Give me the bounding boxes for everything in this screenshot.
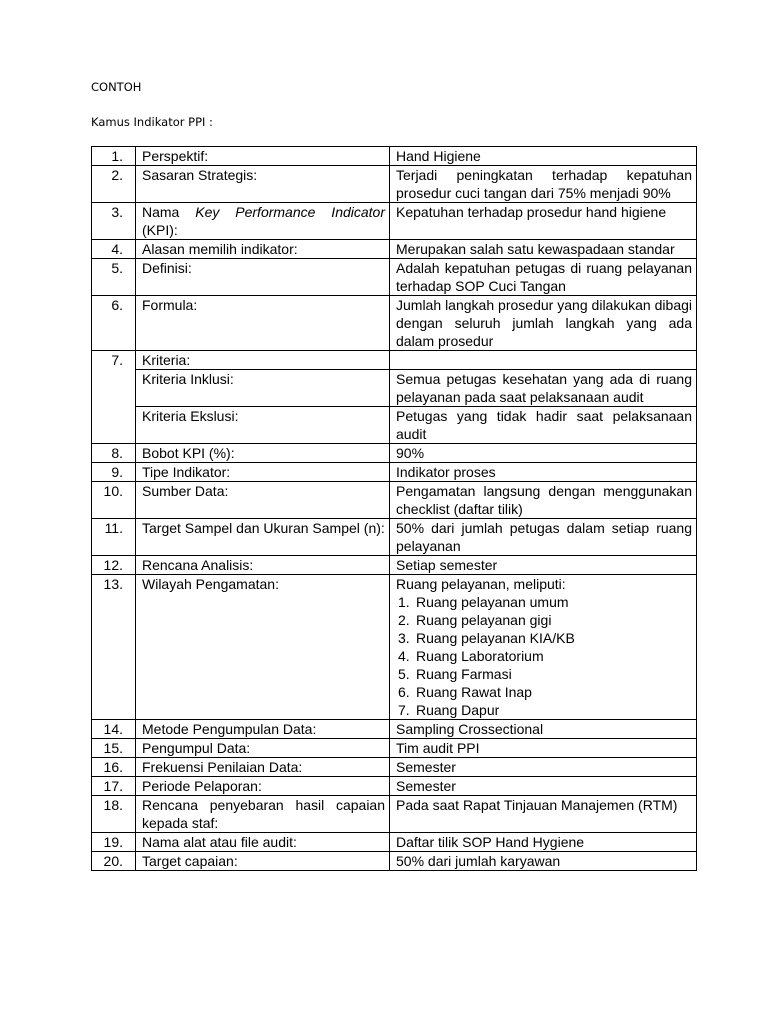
row-value [390, 575, 697, 720]
row-number: 17. [92, 777, 136, 796]
row-value: Tim audit PPI [390, 739, 697, 758]
row-value: Semester [390, 777, 697, 796]
table-row [92, 796, 697, 833]
row-label: Rencana Analisis: [136, 556, 390, 575]
row-number: 10. [92, 482, 136, 519]
row-value: Semester [390, 758, 697, 777]
table-row [92, 351, 697, 370]
row-label: Tipe Indikator: [136, 463, 390, 482]
row-label: Nama alat atau file audit: [136, 833, 390, 852]
row-value: 50% dari jumlah petugas dalam setiap ruang pelayanan [390, 519, 697, 556]
table-row [92, 833, 697, 852]
row-value: 50% dari jumlah karyawan [390, 852, 697, 871]
table-row [92, 259, 697, 296]
table-row [92, 720, 697, 739]
document-heading: CONTOH [91, 80, 142, 94]
row-value: Indikator proses [390, 463, 697, 482]
table-row [92, 777, 697, 796]
row-number: 20. [92, 852, 136, 871]
list-item: 2. Ruang pelayanan gigi [398, 612, 552, 628]
row-value: Pada saat Rapat Tinjauan Manajemen (RTM) [390, 796, 697, 833]
row-number: 14. [92, 720, 136, 739]
row-number: 3. [92, 203, 136, 240]
table-row [92, 556, 697, 575]
row-label: Alasan memilih indikator: [136, 240, 390, 259]
list-item: 4. Ruang Laboratorium [398, 648, 544, 664]
table-row [92, 147, 697, 166]
row-label: Definisi: [136, 259, 390, 296]
row-value: Pengamatan langsung dengan menggunakan checklist (daftar tilik) [390, 482, 697, 519]
table-row [92, 739, 697, 758]
table-row [92, 482, 697, 519]
row-number: 1. [92, 147, 136, 166]
row-number: 16. [92, 758, 136, 777]
row-label: Frekuensi Penilaian Data: [136, 758, 390, 777]
list-item: 5. Ruang Farmasi [398, 666, 512, 682]
table-row [92, 463, 697, 482]
list-item: 6. Ruang Rawat Inap [398, 684, 532, 700]
row-value: Petugas yang tidak hadir saat pelaksanaan audit [390, 407, 697, 444]
table-row [92, 519, 697, 556]
list-item: 3. Ruang pelayanan KIA/KB [398, 630, 575, 646]
table-row [92, 240, 697, 259]
indicator-table [91, 146, 697, 871]
row-label: Sasaran Strategis: [136, 166, 390, 203]
row-value: Kepatuhan terhadap prosedur hand higiene [390, 203, 697, 240]
row-number: 18. [92, 796, 136, 833]
row-label: Target Sampel dan Ukuran Sampel (n): [136, 519, 390, 556]
table-row [92, 758, 697, 777]
list-item: 7. Ruang Dapur [398, 702, 500, 718]
table-row [92, 166, 697, 203]
table-row [92, 444, 697, 463]
row-number: 2. [92, 166, 136, 203]
row-value: Hand Higiene [390, 147, 697, 166]
row-number: 12. [92, 556, 136, 575]
row-label: Target capaian: [136, 852, 390, 871]
row-value: Setiap semester [390, 556, 697, 575]
row-value: Daftar tilik SOP Hand Hygiene [390, 833, 697, 852]
table-row [92, 575, 697, 720]
row-number: 15. [92, 739, 136, 758]
table-row [92, 852, 697, 871]
table-row [92, 203, 697, 240]
row-value: Semua petugas kesehatan yang ada di ruang pelayanan pada saat pelaksanaan audit [390, 370, 697, 407]
label-suffix: (KPI): [142, 222, 178, 238]
row-value: 90% [390, 444, 697, 463]
list-item: 1. Ruang pelayanan umum [398, 594, 569, 610]
row-label: Perspektif: [136, 147, 390, 166]
row-label: Kriteria Inklusi: [136, 370, 390, 407]
row-number: 8. [92, 444, 136, 463]
row-number: 7. [92, 351, 136, 370]
row-number: 9. [92, 463, 136, 482]
row-label: Pengumpul Data: [136, 739, 390, 758]
label-emphasis: Key Performance Indicator [195, 204, 386, 220]
row-label: Kriteria: [136, 351, 390, 370]
row-value: Merupakan salah satu kewaspadaan standar [390, 240, 697, 259]
table-row [92, 370, 697, 407]
table-row [92, 407, 697, 444]
row-label: Sumber Data: [136, 482, 390, 519]
row-label: Rencana penyebaran hasil capaian kepada staf: [136, 796, 390, 833]
row-number: 5. [92, 259, 136, 296]
document-subheading: Kamus Indikator PPI : [91, 115, 213, 129]
row-number: 11. [92, 519, 136, 556]
label-prefix: Nama [142, 204, 196, 220]
row-label: Bobot KPI (%): [136, 444, 390, 463]
row-label: Kriteria Ekslusi: [136, 407, 390, 444]
row-number: 4. [92, 240, 136, 259]
row-number [92, 407, 136, 444]
row-number: 13. [92, 575, 136, 720]
row-number [92, 370, 136, 407]
row-value: Adalah kepatuhan petugas di ruang pelayanan terhadap SOP Cuci Tangan [390, 259, 697, 296]
list-intro: Ruang pelayanan, meliputi: [396, 576, 566, 592]
row-label: Wilayah Pengamatan: [136, 575, 390, 720]
row-number: 19. [92, 833, 136, 852]
row-value: Sampling Crossectional [390, 720, 697, 739]
row-number: 6. [92, 296, 136, 351]
row-value: Terjadi peningkatan terhadap kepatuhan prosedur cuci tangan dari 75% menjadi 90% [390, 166, 697, 203]
row-label: Periode Pelaporan: [136, 777, 390, 796]
row-label: Metode Pengumpulan Data: [136, 720, 390, 739]
row-value: Jumlah langkah prosedur yang dilakukan dibagi dengan seluruh jumlah langkah yang ada dalam prosedur [390, 296, 697, 351]
row-value [390, 351, 697, 370]
table-row [92, 296, 697, 351]
row-label [136, 203, 390, 240]
area-list [396, 593, 692, 719]
row-label: Formula: [136, 296, 390, 351]
